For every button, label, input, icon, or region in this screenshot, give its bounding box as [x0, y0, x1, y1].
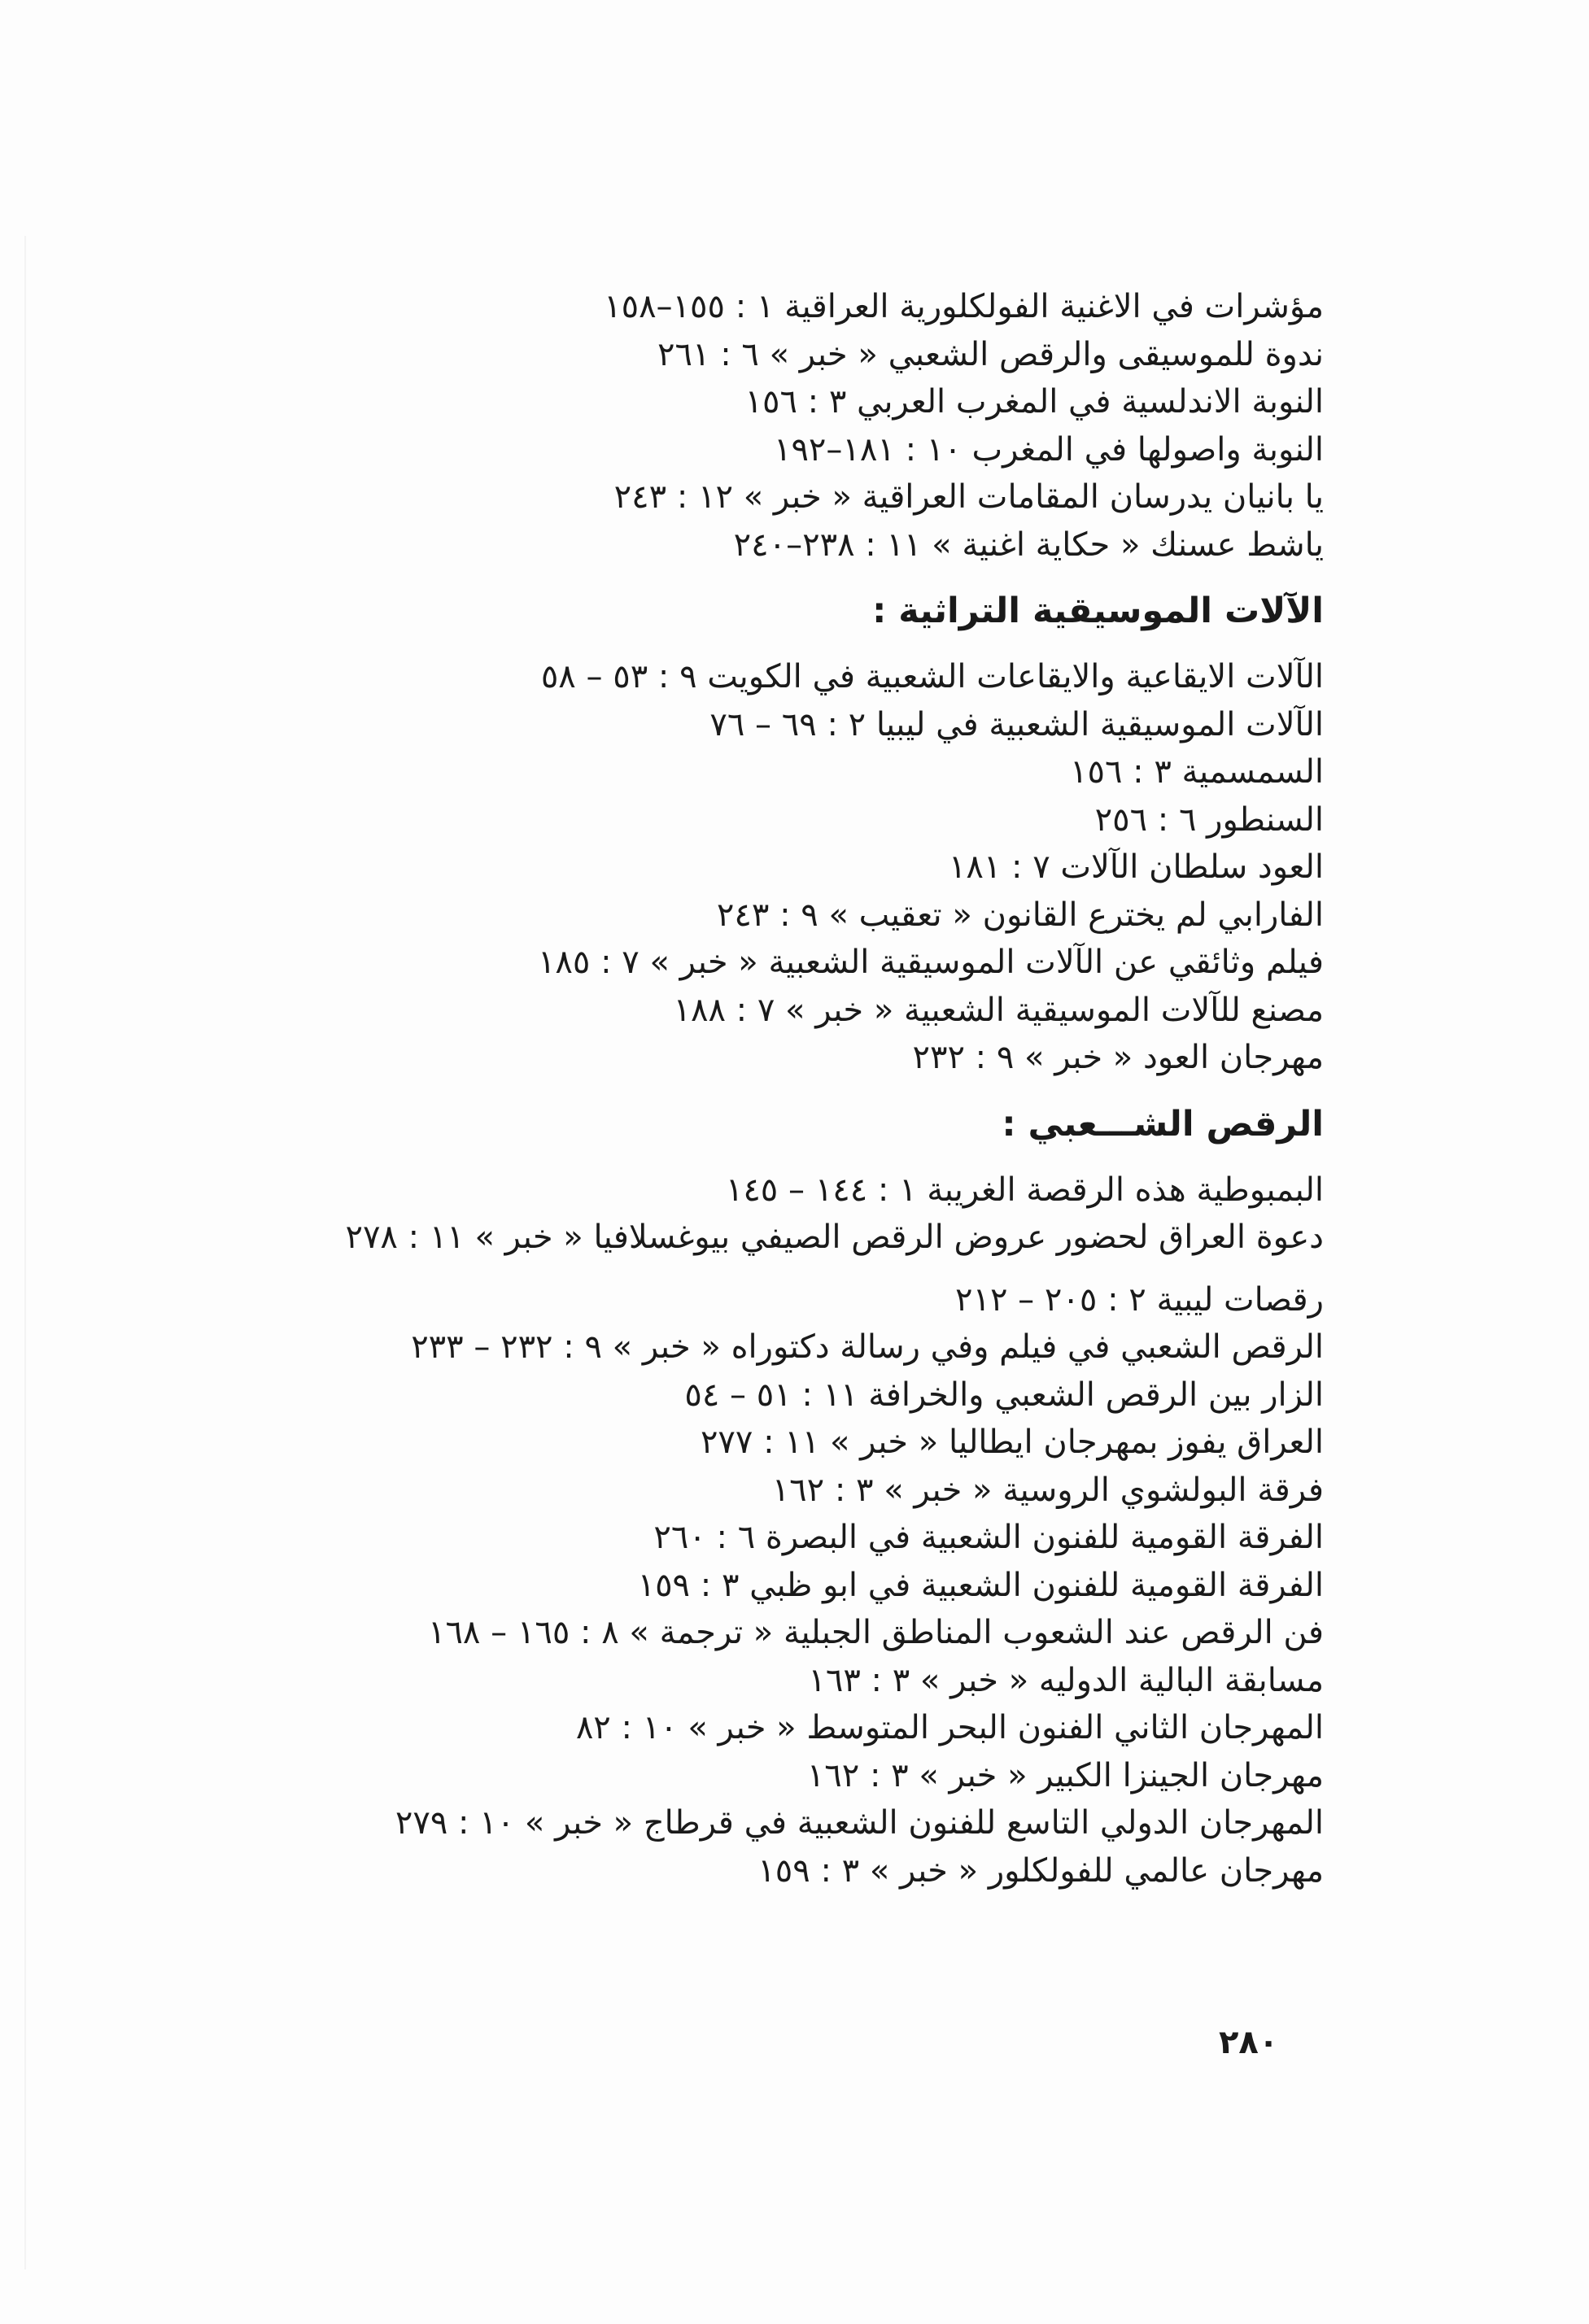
index-entry: العود سلطان الآلات ٧ : ١٨١	[948, 848, 1324, 886]
index-entry: دعوة العراق لحضور عروض الرقص الصيفي بيوغسلافيا « خبر » ١١ : ٢٧٨	[345, 1219, 1324, 1256]
index-entry: مصنع للآلات الموسيقية الشعبية « خبر » ٧ : ١٨٨	[673, 991, 1324, 1029]
index-section-instruments	[217, 586, 1324, 1082]
index-entry: الفارابي لم يخترع القانون « تعقيب » ٩ : ٢٤٣	[716, 896, 1324, 934]
index-entry: مهرجان عالمي للفولكلور « خبر » ٣ : ١٥٩	[757, 1851, 1324, 1890]
index-entry: الرقص الشعبي في فيلم وفي رسالة دكتوراه « خبر » ٩ : ٢٣٢ – ٢٣٣	[411, 1328, 1324, 1366]
index-entry: السمسمية ٣ : ١٥٦	[1070, 753, 1324, 791]
index-entry: ياشط عسنك « حكاية اغنية » ١١ : ٢٣٨–٢٤٠	[733, 525, 1324, 564]
index-entry: مهرجان العود « خبر » ٩ : ٢٣٢	[912, 1039, 1324, 1076]
index-entry: فرقة البولشوي الروسية « خبر » ٣ : ١٦٢	[771, 1471, 1324, 1509]
scan-artifact-line	[24, 236, 26, 2269]
index-entry: الآلات الموسيقية الشعبية في ليبيا ٢ : ٦٩ – ٧٦	[709, 705, 1324, 743]
index-entry: رقصات ليبية ٢ : ٢٠٥ – ٢١٢	[955, 1280, 1324, 1319]
index-entry: مسابقة البالية الدوليه « خبر » ٣ : ١٦٣	[808, 1661, 1324, 1699]
index-entry: النوبة واصولها في المغرب ١٠ : ١٨١–١٩٢	[773, 430, 1324, 469]
index-entry: فيلم وثائقي عن الآلات الموسيقية الشعبية « خبر » ٧ : ١٨٥	[537, 944, 1324, 981]
index-entry: النوبة الاندلسية في المغرب العربي ٣ : ١٥٦	[744, 383, 1324, 421]
index-entry: مؤشرات في الاغنية الفولكلورية العراقية ١ : ١٥٥–١٥٨	[604, 288, 1324, 325]
section-heading: الرقص الشـــعبي :	[1002, 1103, 1324, 1145]
index-section-continuation	[217, 283, 1324, 569]
index-section-folk-dance	[217, 1100, 1324, 1895]
index-entry: السنطور ٦ : ٢٥٦	[1094, 800, 1324, 839]
page-number: ٢٨٠	[1219, 2024, 1279, 2061]
index-entry: المهرجان الدولي التاسع للفنون الشعبية في قرطاج « خبر » ١٠ : ٢٧٩	[395, 1804, 1324, 1842]
index-entry: الآلات الايقاعية والايقاعات الشعبية في الكويت ٩ : ٥٣ – ٥٨	[540, 658, 1324, 695]
index-entry: ندوة للموسيقى والرقص الشعبي « خبر » ٦ : ٢٦١	[657, 335, 1324, 373]
index-entry: المهرجان الثاني الفنون البحر المتوسط « خبر » ١٠ : ٨٢	[575, 1709, 1324, 1746]
index-entry: مهرجان الجينزا الكبير « خبر » ٣ : ١٦٢	[806, 1756, 1324, 1794]
index-entry: الزار بين الرقص الشعبي والخرافة ١١ : ٥١ – ٥٤	[684, 1376, 1324, 1414]
index-entry: الفرقة القومية للفنون الشعبية في ابو ظبي ٣ : ١٥٩	[637, 1566, 1324, 1604]
index-entry: البمبوطية هذه الرقصة الغريبة ١ : ١٤٤ – ١٤٥	[725, 1171, 1324, 1209]
index-entry: يا بانيان يدرسان المقامات العراقية « خبر » ١٢ : ٢٤٣	[613, 478, 1324, 516]
index-entry: فن الرقص عند الشعوب المناطق الجبلية « ترجمة » ٨ : ١٦٥ – ١٦٨	[427, 1614, 1324, 1651]
index-entry: الفرقة القومية للفنون الشعبية في البصرة ٦ : ٢٦٠	[653, 1519, 1324, 1556]
index-content	[217, 283, 1324, 1895]
index-entry: العراق يفوز بمهرجان ايطاليا « خبر » ١١ : ٢٧٧	[700, 1424, 1324, 1461]
section-heading: الآلات الموسيقية التراثية :	[872, 591, 1324, 631]
